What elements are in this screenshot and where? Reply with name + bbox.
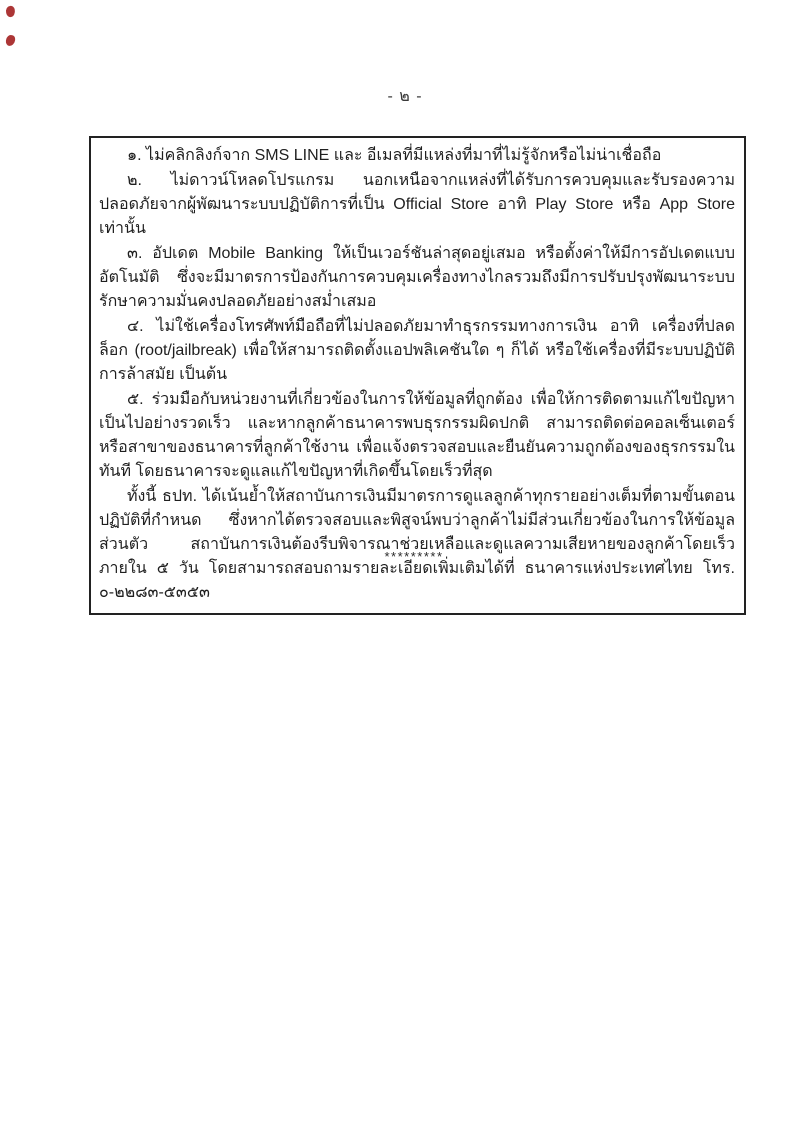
red-annotation-mark-icon	[5, 34, 15, 46]
red-annotation-mark-icon	[5, 5, 16, 18]
notice-item-1: ๑. ไม่คลิกลิงก์จาก SMS LINE และ อีเมลที่มีแหล่งที่มาที่ไม่รู้จักหรือไม่น่าเชื่อถือ	[127, 147, 662, 164]
notice-box	[89, 136, 746, 615]
page-number: - ๒ -	[387, 88, 423, 105]
end-of-document-separator: *********	[384, 549, 444, 564]
notice-item-4: ๔. ไม่ใช้เครื่องโทรศัพท์มือถือที่ไม่ปลอดภัยมาทำธุรกรรมทางการเงิน อาทิ เครื่องที่ปลดล็อก (root/jailbreak) เพื่อให้สามารถติดตั้งแอปพลิเคชันใด ๆ ก็ได้ หรือใช้เครื่องที่มีระบบปฏิบัติการล้าสมัย เป็นต้น	[99, 318, 735, 383]
closing-paragraph: ทั้งนี้ ธปท. ได้เน้นย้ำให้สถาบันการเงินมีมาตรการดูแลลูกค้าทุกรายอย่างเต็มที่ตามขั้นตอนปฏิบัติที่กำหนด ซึ่งหากได้ตรวจสอบและพิสูจน์พบว่าลูกค้าไม่มีส่วนเกี่ยวข้องในการให้ข้อมูลส่วนตัว สถาบันการเงินต้องรีบพิจารณาช่วยเหลือและดูแลความเสียหายของลูกค้าโดยเร็วภายใน ๕ วัน โดยสามารถสอบถามรายละเอียดเพิ่มเติมได้ที่ ธนาคารแห่งประเทศไทย โทร. ๐-๒๒๘๓-๕๓๕๓	[99, 488, 735, 601]
notice-item-3: ๓. อัปเดต Mobile Banking ให้เป็นเวอร์ชันล่าสุดอยู่เสมอ หรือตั้งค่าให้มีการอัปเดตแบบอัตโนมัติ ซึ่งจะมีมาตรการป้องกันการควบคุมเครื่องทางไกลรวมถึงมีการปรับปรุงพัฒนาระบบรักษาความมั่นคงปลอดภัยอย่างสม่ำเสมอ	[99, 245, 735, 310]
notice-item-2: ๒. ไม่ดาวน์โหลดโปรแกรม นอกเหนือจากแหล่งที่ได้รับการควบคุมและรับรองความปลอดภัยจากผู้พัฒนาระบบปฏิบัติการที่เป็น Official Store อาทิ Play Store หรือ App Store เท่านั้น	[99, 172, 735, 237]
notice-item-5: ๕. ร่วมมือกับหน่วยงานที่เกี่ยวข้องในการให้ข้อมูลที่ถูกต้อง เพื่อให้การติดตามแก้ไขปัญหาเป็นไปอย่างรวดเร็ว และหากลูกค้าธนาคารพบธุรกรรมผิดปกติ สามารถติดต่อคอลเซ็นเตอร์หรือสาขาของธนาคารที่ลูกค้าใช้งาน เพื่อแจ้งตรวจสอบและยืนยันความถูกต้องของธุรกรรมในทันที โดยธนาคารจะดูแลแก้ไขปัญหาที่เกิดขึ้นโดยเร็วที่สุด	[99, 391, 735, 480]
